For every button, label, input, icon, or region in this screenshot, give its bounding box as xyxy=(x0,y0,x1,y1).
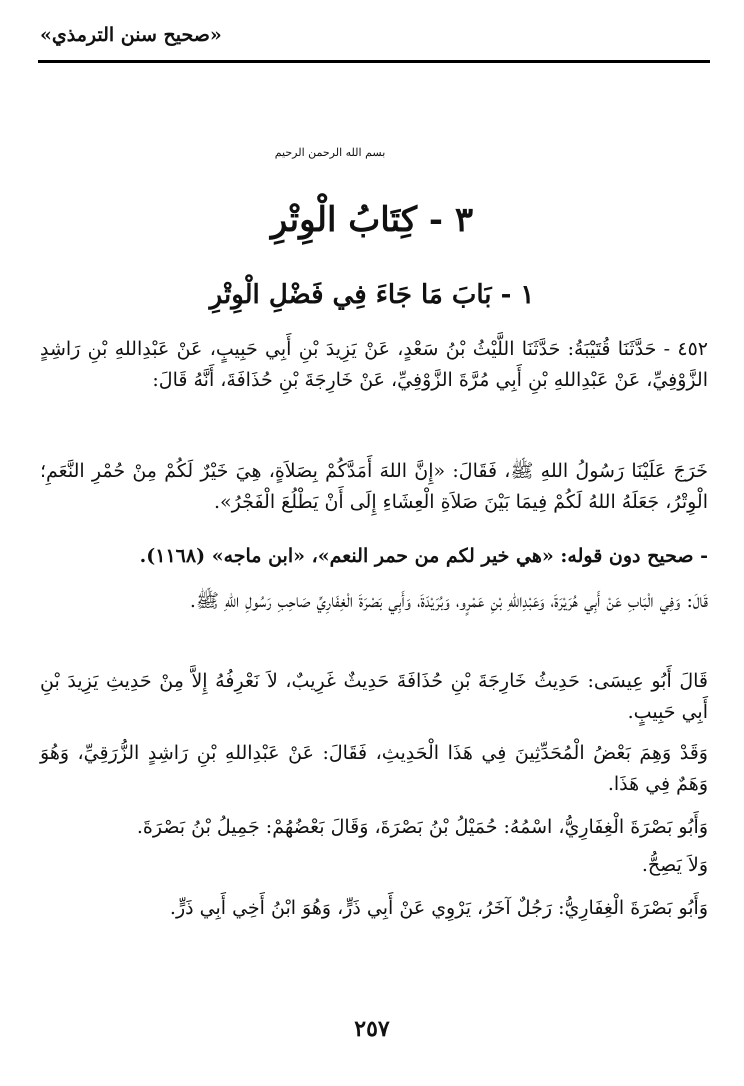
page-number: ٢٥٧ xyxy=(354,1016,390,1042)
hadith-grading: - صحيح دون قوله: «هي خير لكم من حمر النعم»، «ابن ماجه» (١١٦٨). xyxy=(139,545,708,567)
running-header: «صحيح سنن الترمذي» xyxy=(40,24,222,46)
paragraph-abu-basra-name: وَأَبُو بَصْرَةَ الْغِفَارِيُّ، اسْمُهُ: حُمَيْلُ بْنُ بَصْرَةَ، وَقَالَ بَعْضُهُمْ: جَمِيلُ بْنُ بَصْرَةَ. xyxy=(136,816,708,838)
book-title: ٣ - كِتَابُ الْوِتْرِ xyxy=(270,200,474,240)
paragraph-not-authentic: وَلاَ يَصِحُّ. xyxy=(641,854,708,876)
paragraph-alternate-narrations: قَالَ: وَفِي الْبَابِ عَنْ أَبِي هُرَيْرَةَ، وَعَبْدِاللهِ بْنِ عَمْرٍو، وَبُرَيْدَةَ، وَأَبِي بَصْرَةَ الْغِفَارِيِّ صَاحِبِ رَسُولِ اللهِ ﷺ. xyxy=(189,590,708,612)
hadith-matn: خَرَجَ عَلَيْنَا رَسُولُ اللهِ ﷺ، فَقَالَ: «إِنَّ اللهَ أَمَدَّكُمْ بِصَلاَةٍ، هِيَ خَيْرٌ لَكُمْ مِنْ حُمْرِ النَّعَمِ؛ الْوِتْرُ، جَعَلَهُ اللهُ لَكُمْ فِيمَا بَيْنَ صَلاَةِ الْعِشَاءِ إِلَى أَنْ يَطْلُعَ الْفَجْرُ». xyxy=(40,460,708,513)
hadith-isnad: ٤٥٢ - حَدَّثَنَا قُتَيْبَةُ: حَدَّثَنَا اللَّيْثُ بْنُ سَعْدٍ، عَنْ يَزِيدَ بْنِ أَبِي حَبِيبٍ، عَنْ عَبْدِاللهِ بْنِ رَاشِدٍ الزَّوْفِيِّ، عَنْ عَبْدِاللهِ بْنِ أَبِي مُرَّةَ الزَّوْفِيِّ، عَنْ خَارِجَةَ بْنِ حُذَافَةَ، أَنَّهُ قَالَ: xyxy=(40,338,708,391)
paragraph-abu-isa-comment: قَالَ أَبُو عِيسَى: حَدِيثُ خَارِجَةَ بْنِ حُذَافَةَ حَدِيثٌ غَرِيبٌ، لاَ نَعْرِفُهُ إِلاَّ مِنْ حَدِيثِ يَزِيدَ بْنِ أَبِي حَبِيبٍ. xyxy=(40,670,708,723)
header-rule xyxy=(38,60,710,63)
paragraph-another-man: وَأَبُو بَصْرَةَ الْغِفَارِيُّ: رَجُلٌ آخَرُ، يَرْوِي عَنْ أَبِي ذَرٍّ، وَهُوَ ابْنُ أَخِي أَبِي ذَرٍّ. xyxy=(169,897,708,919)
paragraph-error-note: وَقَدْ وَهِمَ بَعْضُ الْمُحَدِّثِينَ فِي هَذَا الْحَدِيثِ، فَقَالَ: عَنْ عَبْدِاللهِ بْنِ رَاشِدٍ الزُّرَقِيِّ، وَهُوَ وَهَمٌ فِي هَذَا. xyxy=(40,742,708,795)
basmala: بسم الله الرحمن الرحيم xyxy=(274,146,386,159)
chapter-title: ١ - بَابَ مَا جَاءَ فِي فَضْلِ الْوِتْرِ xyxy=(209,280,535,310)
